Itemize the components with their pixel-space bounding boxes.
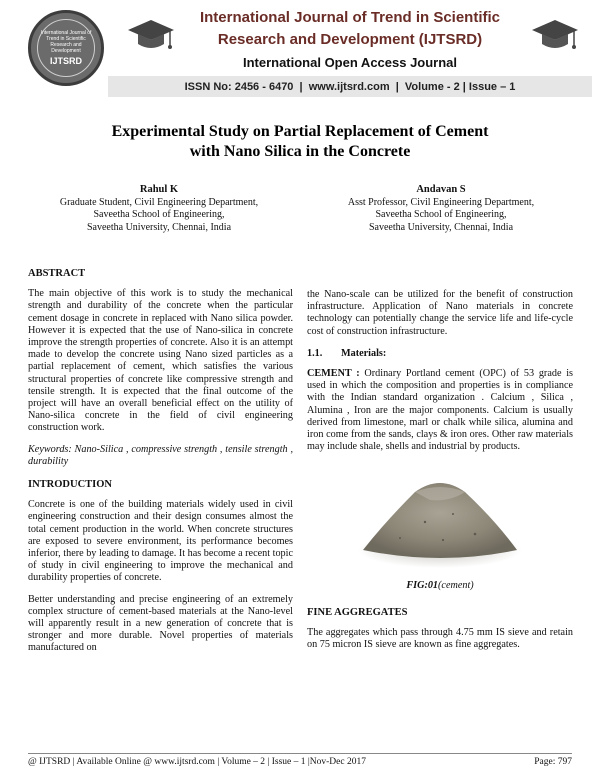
materials-heading bbox=[307, 348, 573, 360]
footer-left: @ IJTSRD | Available Online @ www.ijtsrd.com | Volume – 2 | Issue – 1 |Nov-Dec 2017 bbox=[28, 757, 366, 767]
figure-label: FIG:01 bbox=[406, 580, 439, 592]
author-affiliation: Asst Professor, Civil Engineering Department, bbox=[347, 196, 535, 208]
figure-caption bbox=[307, 580, 573, 592]
abstract-heading: ABSTRACT bbox=[28, 268, 86, 279]
logo-text: IJTSRD bbox=[49, 55, 82, 66]
paper-title-line1: Experimental Study on Partial Replacement of Cement bbox=[111, 123, 489, 140]
author-affiliation: Saveetha School of Engineering, bbox=[375, 209, 507, 220]
cement-text: Ordinary Portland cement (OPC) of 53 grade is used in which the composition and properties is in compliance with the Indian standard organization . Calcium , Silica , Alumina , Iron are the major components. Calcium is usually derived from limestone, marl or chalk while silica, alumina and iron come from the sands, clays & iron ores. Other raw materials may include shale, shells and industrial by products. bbox=[307, 368, 573, 453]
cement-label: CEMENT : bbox=[307, 368, 360, 380]
keywords: Keywords: Nano-Silica , compressive strength , tensile strength , durability bbox=[28, 443, 293, 467]
introduction-heading: INTRODUCTION bbox=[28, 479, 113, 491]
cement-pile-image bbox=[355, 462, 525, 572]
paper-title-line2: with Nano Silica in the Concrete bbox=[189, 143, 411, 160]
right-column bbox=[307, 289, 573, 660]
journal-header bbox=[0, 0, 600, 100]
abstract-text: The main objective of this work is to study the mechanical strength and durability of the concrete when the particular cement dosage in concrete in replaced with Nano silica powder. However it is expected that the use of Nano-silica in concrete improve the strength properties of concrete. Also it is an attempt made to develop the concrete using Nano sized particles as a partial replacement of cement, which satisfies the various structural properties of concrete like compressive strength and tensile strength. It is expected that the final outcome of the project will have an overall beneficial effect on the utility of Nano-silica concrete in the field of civil engineering construction work. bbox=[28, 288, 293, 434]
intro-paragraph-cont: the Nano-scale can be utilized for the benefit of construction infrastructure. Application of Nano materials in concrete technology can potentially change the service life and life-cycle cost of construction infrastructure. bbox=[307, 289, 573, 337]
author-affiliation: Graduate Student, Civil Engineering Department, bbox=[59, 196, 259, 208]
intro-paragraph: Concrete is one of the building materials widely used in civil engineering construction and their design consumes almost the total cement production in the world. When concrete structures are exposed to severe environment, its performance becomes inferior, there by leading to damage. It has become a recent topic of study in civil engineering to improve the mechanical and durability properties of concrete. bbox=[28, 499, 293, 584]
page-number: Page: 797 bbox=[534, 757, 572, 767]
open-access-label: International Open Access Journal bbox=[242, 55, 458, 70]
paper-title bbox=[40, 122, 560, 162]
author-name: Rahul K bbox=[139, 184, 179, 195]
figure-sub: (cement) bbox=[438, 580, 474, 592]
cement-paragraph bbox=[307, 368, 573, 453]
left-column bbox=[28, 268, 293, 664]
intro-paragraph: Better understanding and precise engineering of an extremely complex structure of cement-based materials at the Nano-level will apparently result in a new generation of concrete that is stronger and more durable. Novel properties of materials manufactured on bbox=[28, 593, 293, 654]
logo-small-text: International Journal of Trend in Scientific Research and Development bbox=[40, 29, 92, 54]
author-block-1 bbox=[34, 184, 284, 234]
issn-text: ISSN No: 2456 - 6470 | www.ijtsrd.com | Volume - 2 | Issue – 1 bbox=[184, 80, 516, 93]
journal-title-line2: Research and Development (IJTSRD) bbox=[217, 31, 483, 48]
issn-bar bbox=[108, 76, 592, 97]
section-title: Materials: bbox=[341, 347, 387, 359]
section-number: 1.1. bbox=[307, 347, 323, 359]
author-affiliation: Saveetha School of Engineering, bbox=[93, 209, 225, 220]
fine-aggregates-heading: FINE AGGREGATES bbox=[307, 606, 408, 618]
page-footer bbox=[28, 753, 572, 767]
author-affiliation: Saveetha University, Chennai, India bbox=[86, 221, 232, 233]
author-block-2 bbox=[316, 184, 566, 234]
cement-figure bbox=[307, 462, 573, 572]
author-name: Andavan S bbox=[416, 184, 466, 195]
journal-title-line1: International Journal of Trend in Scientific bbox=[199, 9, 501, 26]
ijtsrd-seal-icon bbox=[28, 10, 104, 86]
fine-aggregates-text: The aggregates which pass through 4.75 mm IS sieve and retain on 75 micron IS sieve are known as fine aggregates. bbox=[307, 626, 573, 651]
author-affiliation: Saveetha University, Chennai, India bbox=[368, 221, 514, 233]
